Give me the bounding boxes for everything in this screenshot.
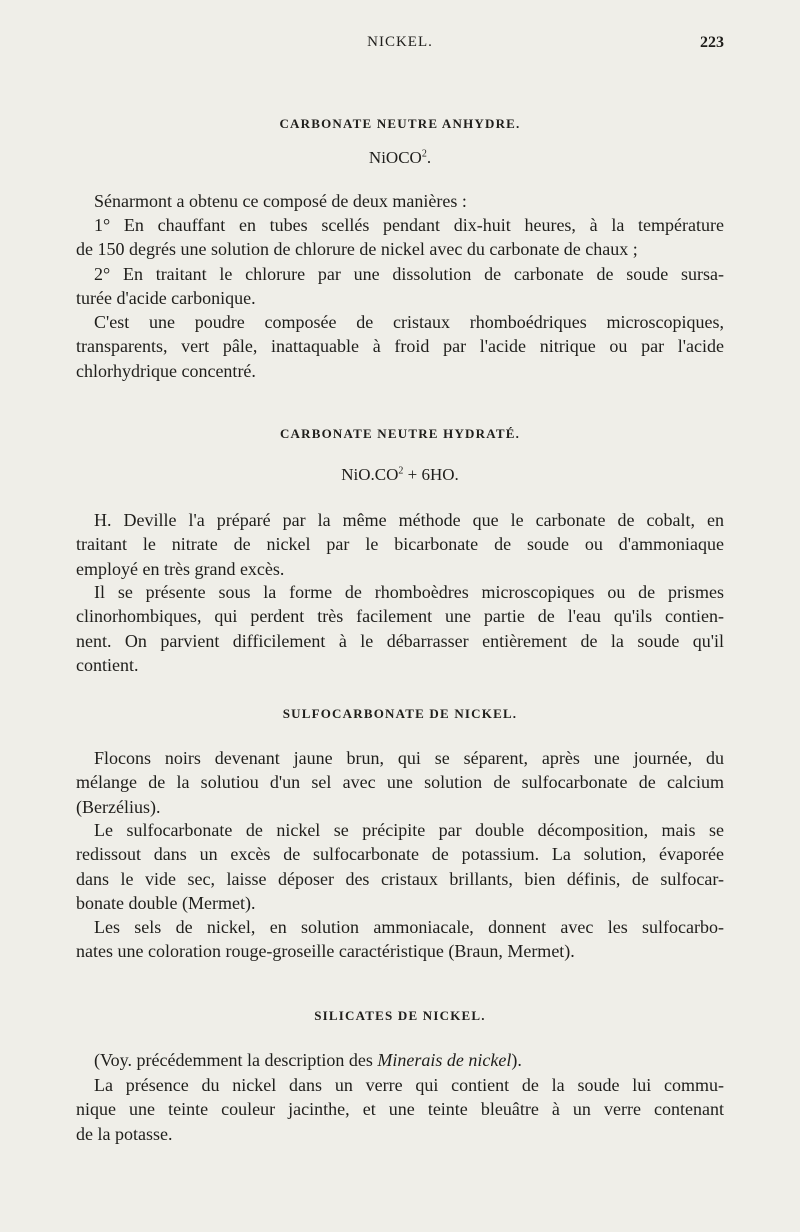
paragraph: Il se présente sous la forme de rhomboèdres microscopiques ou de prismes clinorhombiques, qui perdent très facilement une partie de l'eau qu'ils contien- nent. On parvient difficilement à le débarrasser entièrement de la soude qu'il contient. [76,582,724,675]
italic-reference: Minerais de nickel [377,1050,512,1070]
paragraph: Les sels de nickel, en solution ammoniacale, donnent avec les sulfocarbo- nates une coloration rouge-groseille caractéristique (Braun, Mermet). [76,917,724,962]
running-header [76,34,724,56]
paragraph-voy: (Voy. précédemment la description des Minerais de nickel). [94,1050,522,1070]
paragraph: Flocons noirs devenant jaune brun, qui se séparent, après une journée, du mélange de la solutiou d'un sel avec une solution de sulfocarbonate de calcium (Berzélius). [76,748,724,817]
paragraph: Le sulfocarbonate de nickel se précipite par double décomposition, mais se redissout dans un excès de sulfocarbonate de potassium. La solution, évaporée dans le vide sec, laisse déposer des cristaux brillants, bien définis, de sulfocar- bonate double (Mermet). [76,820,724,913]
section-title: SULFOCARBONATE DE NICKEL. [282,706,518,721]
paragraph: La présence du nickel dans un verre qui contient de la soude lui commu- nique une teinte couleur jacinthe, et une teinte bleuâtre à un verre contenant de la potasse. [76,1075,724,1144]
paragraph: H. Deville l'a préparé par la même méthode que le carbonate de cobalt, en traitant le nitrate de nickel par le bicarbonate de soude ou d'ammoniaque employé en très grand excès. [76,510,724,579]
section-title: CARBONATE NEUTRE HYDRATÉ. [279,426,521,441]
paragraph: 2° En traitant le chlorure par une dissolution de carbonate de soude sursa- turée d'acide carbonique. [76,264,724,309]
running-title: NICKEL. [367,34,433,50]
chemical-formula: $NiO.CO^2 + 6HO$. [341,465,459,484]
chemical-formula: NiOCO$^2$. [368,148,432,167]
paragraph: 1° En chauffant en tubes scellés pendant dix-huit heures, à la température de 150 degrés une solution de chlorure de nickel avec du carbonate de chaux ; [76,215,724,260]
section-title: SILICATES DE NICKEL. [314,1008,486,1023]
page-number: 223 [700,34,724,51]
section-title: CARBONATE NEUTRE ANHYDRE. [279,116,521,131]
paragraph: C'est une poudre composée de cristaux rhomboédriques microscopiques, transparents, vert pâle, inattaquable à froid par l'acide nitrique ou par l'acide chlorhydrique concentré. [76,312,724,381]
paragraph: Sénarmont a obtenu ce composé de deux manières : [94,191,467,211]
